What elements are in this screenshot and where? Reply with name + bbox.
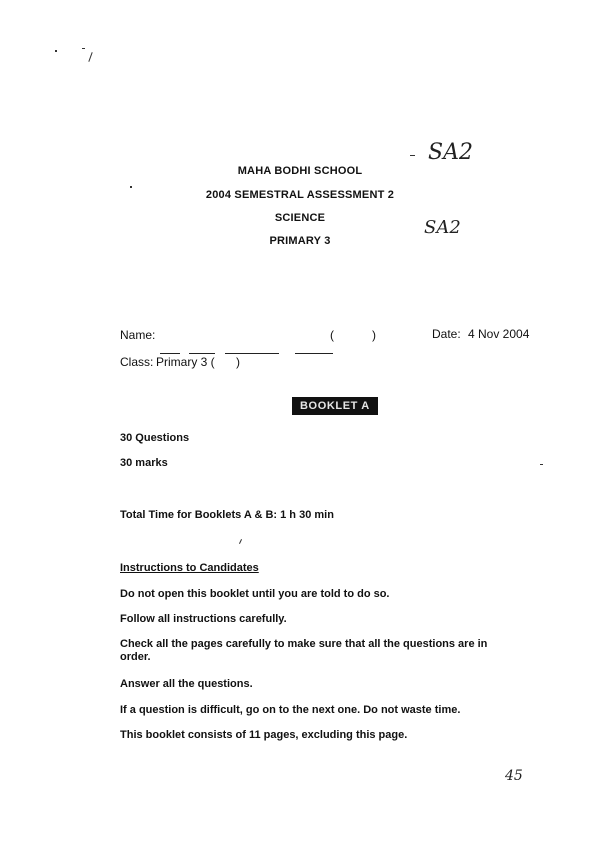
handwritten-mark: SA2 — [424, 217, 461, 238]
booklet-label: BOOKLET A — [292, 397, 378, 415]
handwritten-mark: SA2 — [428, 140, 473, 165]
instructions-heading: Instructions to Candidates — [120, 562, 259, 574]
date-value: 4 Nov 2004 — [468, 327, 530, 341]
handwritten-score: 45 — [505, 768, 523, 784]
subject-title: SCIENCE — [274, 212, 326, 224]
class-label: Class: — [120, 355, 154, 369]
instruction-item: Do not open this booklet until you are told to do so. — [120, 588, 390, 600]
instruction-item: Answer all the questions. — [120, 678, 253, 690]
scan-mark — [410, 155, 415, 156]
date-label: Date: — [432, 327, 461, 341]
name-paren-open: ( — [330, 328, 334, 342]
instruction-item: If a question is difficult, go on to the next one. Do not waste time. — [120, 704, 461, 716]
total-time: Total Time for Booklets A & B: 1 h 30 min — [120, 509, 334, 521]
class-value: Primary 3 ( — [156, 355, 215, 369]
instruction-item: Check all the pages carefully to make sure that all the questions are in order. — [120, 638, 488, 663]
class-paren-close: ) — [236, 355, 240, 369]
scan-mark — [130, 186, 132, 188]
scan-mark — [55, 50, 57, 52]
scan-mark — [88, 52, 92, 62]
instruction-item: This booklet consists of 11 pages, excluding this page. — [120, 729, 408, 741]
name-paren-close: ) — [372, 328, 376, 342]
assessment-title: 2004 SEMESTRAL ASSESSMENT 2 — [205, 189, 395, 201]
question-count: 30 Questions — [120, 432, 190, 444]
scan-mark — [82, 48, 85, 49]
level-title: PRIMARY 3 — [269, 235, 331, 247]
scan-mark — [239, 539, 242, 544]
name-label: Name: — [120, 328, 156, 342]
instruction-item: Follow all instructions carefully. — [120, 613, 287, 625]
scan-mark — [540, 464, 543, 465]
school-name: MAHA BODHI SCHOOL — [237, 165, 363, 177]
marks-total: 30 marks — [120, 457, 168, 469]
